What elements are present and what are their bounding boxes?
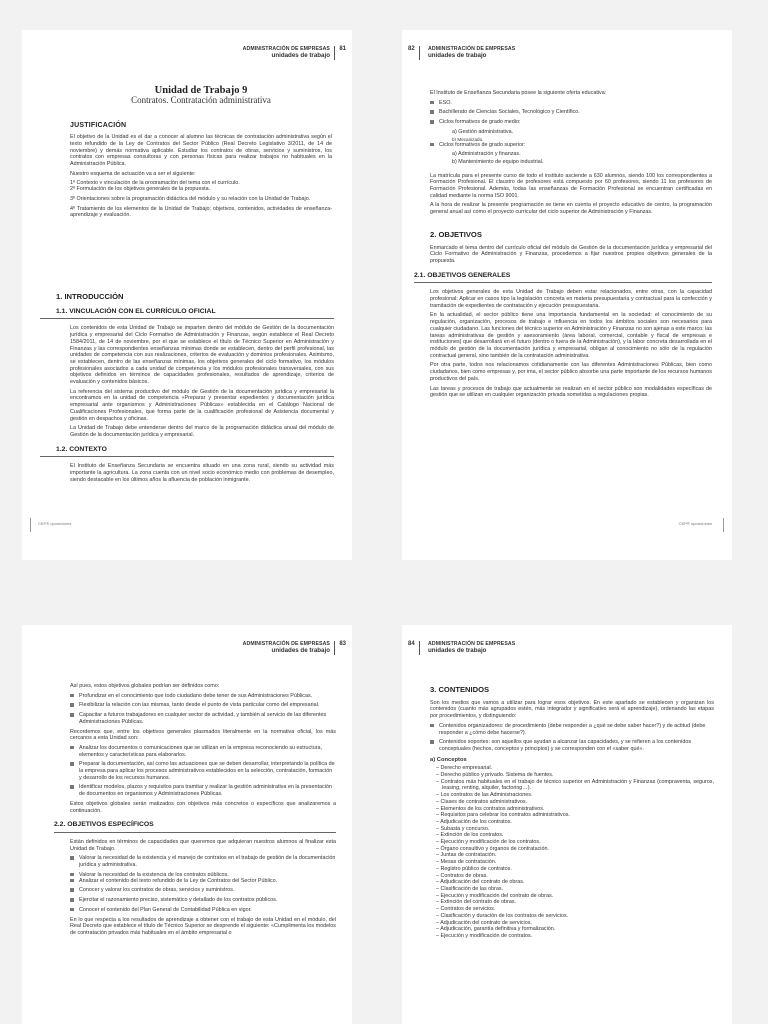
offer-list	[430, 142, 712, 149]
subsection-heading: 1.1. VINCULACIÓN CON EL CURRÍCULO OFICIAL	[40, 309, 334, 320]
sub-item: b) Mecanizado.	[452, 136, 484, 141]
bullet-icon	[430, 143, 434, 147]
concept-item: – Clasificación y duración de los contratos de servicios.	[436, 912, 569, 919]
bullet-icon	[70, 746, 74, 750]
page-82-body	[414, 90, 712, 402]
concept-item: – Ejecución y modificación del contrato de obras.	[436, 892, 554, 899]
list-item	[70, 878, 336, 885]
concept-item: – Derecho público y privado. Sistema de fuentes.	[436, 772, 554, 779]
list-item-text: Ejercitar el razonamiento preciso, sistemático y detallado de los contratos públicos.	[79, 897, 278, 904]
footer-divider	[30, 518, 31, 532]
page-81-body	[70, 85, 332, 222]
paragraph: Los contenidos de esta Unidad de Trabajo se imparten dentro del módulo de Gestión de la documentación jurídica y empresarial del Ciclo Formativo de Administración y Finanzas, según establece el Real Decreto 1584/2011, de 14 de noviembre, por el que se establece el título de Técnico Superior en Administración y Finanzas y las correspondientes enseñanzas mínimas donde se establecen, dentro del perfil profesional, las unidades de competencia con sus realizaciones, criterios de evaluación y dominios profesionales. Asimismo, se establecen, dentro de las enseñanzas mínimas, los objetivos generales del ciclo formativo, los módulos profesionales asociados a cada unidad de competencia y los módulos profesionales transversales, con sus objetivos definidos en términos de capacidades profesionales, resultados de aprendizaje, criterios de evaluación y contenidos básicos.	[70, 325, 334, 386]
paragraph: El Instituto de Enseñanza Secundaria posee la siguiente oferta educativa:	[430, 90, 607, 96]
list-item-text: Capacitar a futuros trabajadores en cualquier sector de actividad, y también al servicio de las diferentes Administraciones Públicas.	[79, 712, 327, 725]
list-item	[70, 745, 336, 758]
concept-item: – Ejecución y modificación de contratos.	[436, 932, 533, 939]
list-item-text: Preparar la documentación, así como las actuaciones que se deben desarrollar, interpretando la política de la empresa para aplicar los procesos administrativos establecidos en la selección, contratación, formación y desarrollo de los recursos humanos.	[79, 761, 335, 781]
concept-item: – Registro público de contratos.	[436, 865, 512, 872]
types-list	[430, 723, 714, 753]
offer-list	[430, 100, 712, 126]
sub-item: a) Administración y finanzas.	[452, 151, 521, 158]
concept-item: – Elementos de los contratos administrativos.	[436, 805, 545, 812]
paragraph: Estos objetivos globales serán matizados con objetivos más concretos o específicos que analizaremos a continuación.	[70, 800, 336, 814]
subsection-heading: 2.2. OBJETIVOS ESPECÍFICOS	[54, 822, 336, 833]
concept-item: – Contratos más habituales en el trabajo de técnico superior en Administración y Finanzas (compraventa, seguros, leasing, renting, alquiler, factoring…).	[436, 778, 714, 792]
header-book: ADMINISTRACIÓN DE EMPRESAS	[428, 641, 516, 647]
bullet-icon	[70, 785, 74, 789]
list-item	[430, 739, 714, 752]
subsection-heading: 1.2. CONTEXTO	[40, 447, 334, 458]
paragraph: La matrícula para el presente curso de todo el instituto asciende a 630 alumnos, siendo 100 los correspondientes a Formación Profesional. El claustro de profesores está compuesto por 60 profesores, siendo 11 los profesores de Formación Profesional. Además, todas las enseñanzas de Formación Profesional se encuentran certificadas en calidad mediante la norma ISO 9001.	[430, 172, 712, 199]
footer-logo: CEP® oposiciones	[38, 521, 72, 526]
list-item	[70, 784, 336, 797]
list-item	[70, 712, 336, 725]
page-83-body	[54, 683, 336, 940]
unit-subtitle: Contratos. Contratación administrativa	[131, 94, 271, 105]
bullet-icon	[70, 908, 74, 912]
list-item	[70, 693, 336, 700]
list-item-text: Conocer el contenido del Plan General de Contabilidad Pública en vigor.	[79, 906, 252, 913]
goals-list	[70, 693, 336, 726]
justificacion-heading: JUSTIFICACIÓN	[70, 122, 127, 130]
list-item-text: Profundizar en el conocimiento que todo ciudadano debe tener de sus Administraciones Públicas.	[79, 692, 313, 699]
concept-item: – Clases de contratos administrativos.	[436, 798, 528, 805]
paragraph: 3º Orientaciones sobre la programación didáctica del módulo y su relación con la Unidad de Trabajo.	[70, 196, 311, 203]
header-subtitle: unidades de trabajo	[271, 51, 330, 59]
concept-item: – Los contratos de las Administraciones.	[436, 792, 533, 799]
paragraph: 2º Formulación de los objetivos generales de la propuesta.	[70, 186, 211, 193]
bullet-icon	[430, 101, 434, 105]
list-item-text: Identificar modelos, plazos y requisitos para tramitar y realizar la gestión administrativa en la presentación de documentos en organismos y Administraciones Públicas.	[79, 784, 332, 798]
page-81	[22, 30, 352, 560]
header-subtitle: unidades de trabajo	[271, 646, 330, 654]
conceptos-label: a) Conceptos	[430, 756, 467, 763]
header-subtitle: unidades de trabajo	[428, 646, 487, 654]
paragraph: 1º Contexto y vinculación de la programación del tema con el currículo.	[70, 180, 240, 185]
list-item	[430, 142, 712, 149]
page-82	[402, 30, 732, 560]
page-header	[408, 46, 516, 59]
concept-item: – Subasta y concurso.	[436, 825, 490, 832]
list-item	[70, 702, 336, 709]
bullet-icon	[430, 110, 434, 114]
bullet-icon	[70, 762, 74, 766]
paragraph: Así pues, estos objetivos globales podrían ser definidos como:	[70, 683, 220, 689]
bullet-icon	[70, 713, 74, 717]
bullet-icon	[70, 898, 74, 902]
list-item-text: Valorar la necesidad de la existencia de los contratos públicos.	[79, 871, 229, 876]
concept-item: – Contratos de servicios.	[436, 906, 496, 913]
list-item-text: Contenidos soportes: son aquellos que ayudan a alcanzar las capacidades, y se refieren a los contenidos conceptuales (hechos, conceptos y principios) y se corresponden con el «saber qué».	[439, 739, 692, 752]
list-item-text: Valorar la necesidad de la existencia y el manejo de contratos en el trabajo de gestión de la documentación jurídica y administrativa.	[79, 855, 336, 869]
paragraph: Recordemos que, entre los objetivos generales plasmados literalmente en la normativa oficial, los más cercanos a esta Unidad son:	[70, 728, 336, 742]
sub-item: b) Mantenimiento de equipo industrial.	[452, 158, 544, 165]
bullet-icon	[70, 888, 74, 892]
concept-item: – Extinción del contrato de obras.	[436, 899, 517, 906]
goals-list	[70, 745, 336, 798]
header-book: ADMINISTRACIÓN DE EMPRESAS	[242, 641, 330, 647]
page-number: 81	[334, 46, 346, 60]
concept-item: – Órgano consultivo y órganos de contratación.	[436, 845, 549, 852]
list-item-text: Ciclos formativos de grado medio:	[439, 119, 521, 126]
paragraph: El Instituto de Enseñanza Secundaria se encuentra situado en una zona rural, siendo su actividad más importante la agricultura. La zona cuenta con un nivel socio económico medio con problemas de desempleo, siendo destacable en los últimos años la afluencia de población inmigrante.	[70, 463, 334, 483]
unit-title: Unidad de Trabajo 9	[154, 85, 248, 96]
concept-item: – Extinción de los contratos.	[436, 832, 504, 839]
subsection-heading: 2.1. OBJETIVOS GENERALES	[414, 273, 712, 284]
list-item	[430, 109, 712, 116]
list-item	[70, 761, 336, 781]
footer-divider	[723, 518, 724, 532]
page-header	[408, 641, 516, 654]
list-item	[70, 887, 336, 894]
bullet-icon	[70, 879, 74, 883]
conceptos-list	[430, 765, 714, 939]
header-book: ADMINISTRACIÓN DE EMPRESAS	[428, 46, 516, 52]
list-item	[430, 100, 712, 107]
section-heading: 1. INTRODUCCIÓN	[56, 292, 124, 301]
list-item	[70, 897, 336, 904]
list-item	[70, 855, 336, 868]
section-heading: 3. CONTENIDOS	[430, 685, 490, 694]
page-83	[22, 625, 352, 1024]
page-number: 82	[408, 46, 420, 60]
list-item	[70, 872, 336, 876]
page-number: 84	[408, 641, 420, 655]
paragraph: Los objetivos generales de esta Unidad de Trabajo deben estar relacionados, entre otras, con la capacidad profesional: Aplicar en casos tipo la legislación concreta en materia presupuestaria y contractual para la confección y tramitación de expedientes de contratación y ejecución presupuestaria.	[430, 289, 712, 309]
concept-item: – Juntas de contratación.	[436, 852, 497, 859]
concept-item: – Adjudicación del contrato de servicios.	[436, 919, 532, 926]
page-84	[402, 625, 732, 1024]
header-subtitle: unidades de trabajo	[428, 51, 487, 59]
concept-item: – Contratos de obras.	[436, 872, 488, 879]
list-item-text: Conocer y valorar los contratos de obras, servicios y suministros.	[79, 887, 235, 894]
list-item-text: Analizar los documentos o comunicaciones que se utilizan en la empresa reconociendo su estructura, elementos y características para elaborarlos.	[79, 744, 323, 758]
concept-item: – Requisitos para celebrar los contratos administrativos.	[436, 812, 570, 819]
footer-logo: CEP® oposiciones	[678, 521, 712, 526]
concept-item: – Adjudicación, garantía definitiva y formalización.	[436, 926, 556, 933]
list-item	[430, 723, 714, 736]
paragraph: 4º Tratamiento de los elementos de la Unidad de Trabajo: objetivos, contenidos, actividades de enseñanza-aprendizaje y evaluación.	[70, 205, 332, 219]
page-84-body	[430, 677, 714, 940]
paragraph: Nuestro esquema de actuación va a ser el siguiente:	[70, 170, 196, 177]
list-item-text: Flexibilizar la relación con las mismas, tanto desde el punto de vista particular como del empresarial.	[79, 702, 320, 709]
specific-list	[70, 855, 336, 913]
paragraph: A la hora de realizar la presente programación se tiene en cuenta el proyecto educativo de centro, la programación general anual así como el proyecto curricular del ciclo superior de Administración y Finanzas.	[430, 202, 712, 216]
paragraph: Enmarcado el tema dentro del currículo oficial del módulo de Gestión de la documentación jurídica y empresarial del Ciclo Formativo de Administración y Finanzas, procedemos a fijar nuestros propios objetivos generales de la propuesta.	[430, 244, 712, 264]
concept-item: – Clasificación de las obras.	[436, 885, 504, 892]
concept-item: – Adjudicación de los contratos.	[436, 818, 512, 825]
page-number: 83	[334, 641, 346, 655]
bullet-icon	[70, 703, 74, 707]
list-item	[430, 119, 712, 126]
paragraph: La Unidad de Trabajo debe entenderse dentro del marco de la programación didáctica anual del módulo de Gestión de la documentación jurídica y empresarial.	[70, 425, 334, 438]
paragraph: En la actualidad, el sector público tiene una importancia fundamental en la sociedad: el conocimiento de su regulación, organización, procesos de trabajo e influencia en todos los ámbitos sociales son necesarios para cualquier ciudadano. Las funciones del técnico superior en Administración y Finanzas no son ajenas a este marco: las tareas administrativas de gestión y asesoramiento (área laboral, comercial, contable y fiscal de empresas e instituciones) que desarrollará en el futuro (dentro o fuera de la Administración), y la labor concreta desarrollada en el módulo de gestión de la documentación jurídica y empresarial, obligan al conocimiento no sólo de la regulación contractual general, sino también de la contratación administrativa.	[430, 312, 712, 359]
sub-item: a) Gestión administrativa.	[452, 128, 514, 135]
bullet-icon	[70, 873, 74, 876]
bullet-icon	[430, 724, 434, 728]
list-item-text: Contenidos organizadores: de procedimiento (debe responder a ¿qué se debe saber hacer?) y de actitud (debe responder a ¿cómo debe hacerse?).	[439, 722, 706, 736]
page-header	[242, 46, 346, 59]
concept-item: – Derecho empresarial.	[436, 765, 493, 772]
concept-item: – Adjudicación del contrato de obras.	[436, 879, 525, 886]
list-item-text: ESO.	[439, 99, 452, 106]
paragraph: La referencia del sistema productivo del módulo de Gestión de la documentación jurídica y empresarial la encontramos en la unidad de competencia «Preparar y presentar expedientes y documentación jurídica empresarial ante organismos y Administraciones Públicas» establecida en el Catálogo Nacional de Cualificaciones Profesionales, que forma parte de la cualificación profesional de Asistencia documental y gestión en despachos y oficinas.	[70, 388, 334, 422]
page-header	[242, 641, 346, 654]
bullet-icon	[70, 856, 74, 860]
list-item-text: Bachillerato de Ciencias Sociales, Tecnológico y Científico.	[439, 109, 580, 116]
concept-item: – Mesas de contratación.	[436, 859, 497, 866]
list-item-text: Analizar el contenido del texto refundido de la Ley de Contratos del Sector Público.	[79, 877, 278, 884]
paragraph: En lo que respecta a los resultados de aprendizaje a obtener con el trabajo de esta Unidad en el módulo, del Real Decreto que establece el título de Técnico Superior se desprende el siguiente: «Cumplimenta los modelos de contratación privados más habituales en el ámbito empresarial o	[70, 916, 336, 936]
bullet-icon	[430, 120, 434, 124]
paragraph: Están definidos en términos de capacidades que queremos que adquieran nuestros alumnos al finalizar esta Unidad de Trabajo.	[70, 838, 336, 852]
bullet-icon	[430, 740, 434, 744]
paragraph: El objetivo de la Unidad es el dar a conocer al alumno las técnicas de contratación administrativa según el texto refundido de la Ley de Contratos del Sector Público (Real Decreto Legislativo 3/2011, de 14 de noviembre) y demás normativa aplicable. Estudiar los contratos de obras, servicios y suministros, los contratos con empresas consultoras y con personas físicas para realizar trabajos no habituales en la Administración Pública.	[70, 134, 332, 167]
header-book: ADMINISTRACIÓN DE EMPRESAS	[242, 46, 330, 52]
concept-item: – Ejecución y modificación de los contratos.	[436, 839, 541, 846]
paragraph: Son los medios que vamos a utilizar para lograr esos objetivos. En este apartado se establecen y organizan los contenidos (cuanto más agrupados estén, más integrador y significativo será el aprendizaje), ordenando las etapas por procedimientos, y distinguiendo:	[430, 699, 714, 720]
paragraph: Por otra parte, todos nos relacionamos cotidianamente con las diferentes Administraciones Públicas, bien como ciudadanos, bien como empresas y, por ima, el sector público absorbe una parte importante de los recursos humanos productivos del país.	[430, 362, 712, 382]
paragraph: Las tareas y procesos de trabajo que actualmente se realizan en el sector público son modalidades específicas de gestión que se utilizan en cualquier organización privada sometidas a regulaciones propias.	[430, 385, 712, 399]
list-item-text: Ciclos formativos de grado superior:	[439, 141, 526, 148]
page-81-sections	[56, 284, 334, 486]
section-heading: 2. OBJETIVOS	[430, 229, 482, 239]
list-item	[70, 907, 336, 914]
bullet-icon	[70, 694, 74, 698]
